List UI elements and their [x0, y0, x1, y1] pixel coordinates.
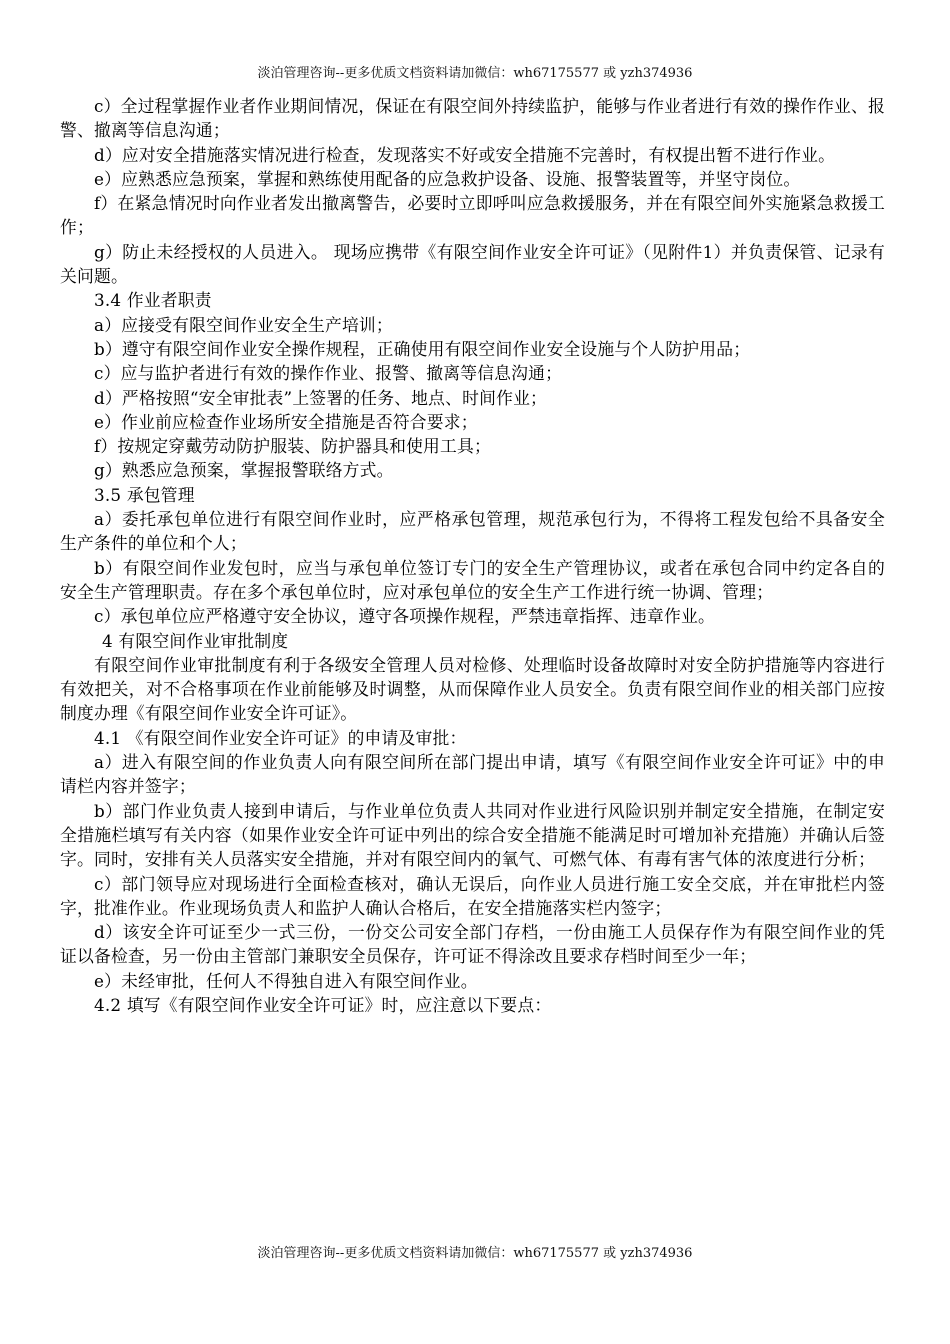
paragraph-3-3-d: d）应对安全措施落实情况进行检查，发现落实不好或安全措施不完善时，有权提出暂不进行作业。 — [94, 144, 836, 165]
paragraph-3-4-d: d）严格按照“安全审批表”上签署的任务、地点、时间作业； — [94, 387, 548, 408]
section-heading-4-2: 4.2 填写《有限空间作业安全许可证》时，应注意以下要点： — [94, 994, 552, 1015]
paragraph-3-5-c: c）承包单位应严格遵守安全协议，遵守各项操作规程，严禁违章指挥、违章作业。 — [94, 606, 715, 627]
page-footer: 淡泊管理咨询--更多优质文档资料请加微信：wh67175577 或 yzh374936 — [257, 1246, 693, 1261]
section-heading-4: 4 有限空间作业审批制度 — [102, 630, 289, 651]
document-body — [60, 94, 885, 1017]
paragraph-4-intro: 有限空间作业审批制度有利于各级安全管理人员对检修、处理临时设备故障时对安全防护措施等内容进行有效把关，对不合格事项在作业前能够及时调整，从而保障作业人员安全。负责有限空间作业的相关部门应按制度办理《有限空间作业安全许可证》。 — [60, 654, 885, 724]
paragraph-4-1-d: d）该安全许可证至少一式三份，一份交公司安全部门存档，一份由施工人员保存作为有限空间作业的凭证以备检查，另一份由主管部门兼职安全员保存，许可证不得涂改且要求存档时间至少一年； — [60, 922, 885, 967]
paragraph-3-4-a: a）应接受有限空间作业安全生产培训； — [94, 314, 393, 335]
paragraph-3-4-c: c）应与监护者进行有效的操作作业、报警、撤离等信息沟通； — [94, 363, 563, 384]
paragraph-3-3-e: e）应熟悉应急预案，掌握和熟练使用配备的应急救护设备、设施、报警装置等，并坚守岗位。 — [94, 168, 801, 189]
paragraph-3-4-f: f）按规定穿戴劳动防护服装、防护器具和使用工具； — [94, 436, 491, 457]
paragraph-4-1-b: b）部门作业负责人接到申请后，与作业单位负责人共同对作业进行风险识别并制定安全措施，在制定安全措施栏填写有关内容（如果作业安全许可证中列出的综合安全措施不能满足时可增加补充措施）并确认后签字。同时，安排有关人员落实安全措施，并对有限空间内的氧气、可燃气体、有毒有害气体的浓度进行分析； — [60, 800, 885, 870]
page-header: 淡泊管理咨询--更多优质文档资料请加微信：wh67175577 或 yzh374936 — [257, 66, 693, 81]
section-heading-3-5: 3.5 承包管理 — [94, 484, 195, 505]
paragraph-3-4-e: e）作业前应检查作业场所安全措施是否符合要求； — [94, 411, 478, 432]
section-heading-4-1: 4.1 《有限空间作业安全许可证》的申请及审批： — [94, 727, 467, 748]
paragraph-3-4-b: b）遵守有限空间作业安全操作规程，正确使用有限空间作业安全设施与个人防护用品； — [94, 338, 751, 359]
paragraph-3-5-b: b）有限空间作业发包时，应当与承包单位签订专门的安全生产管理协议，或者在承包合同中约定各自的安全生产管理职责。存在多个承包单位时，应对承包单位的安全生产工作进行统一协调、管理； — [60, 557, 885, 602]
paragraph-3-3-f: f）在紧急情况时向作业者发出撤离警告，必要时立即呼叫应急救援服务，并在有限空间外实施紧急救援工作； — [60, 193, 885, 238]
paragraph-3-3-c: c）全过程掌握作业者作业期间情况，保证在有限空间外持续监护，能够与作业者进行有效的操作作业、报警、撤离等信息沟通； — [60, 96, 885, 141]
paragraph-3-4-g: g）熟悉应急预案，掌握报警联络方式。 — [94, 460, 394, 481]
paragraph-4-1-e: e）未经审批，任何人不得独自进入有限空间作业。 — [94, 970, 478, 991]
paragraph-4-1-a: a）进入有限空间的作业负责人向有限空间所在部门提出申请，填写《有限空间作业安全许可证》中的申请栏内容并签字； — [60, 752, 885, 797]
paragraph-3-3-g: g）防止未经授权的人员进入。 现场应携带《有限空间作业安全许可证》（见附件1）并负责保管、记录有关问题。 — [60, 241, 885, 287]
paragraph-4-1-c: c）部门领导应对现场进行全面检查核对，确认无误后，向作业人员进行施工安全交底，并在审批栏内签字，批准作业。作业现场负责人和监护人确认合格后，在安全措施落实栏内签字； — [60, 873, 885, 918]
paragraph-3-5-a: a）委托承包单位进行有限空间作业时，应严格承包管理，规范承包行为，不得将工程发包给不具备安全生产条件的单位和个人； — [60, 509, 885, 554]
section-heading-3-4: 3.4 作业者职责 — [94, 290, 212, 311]
